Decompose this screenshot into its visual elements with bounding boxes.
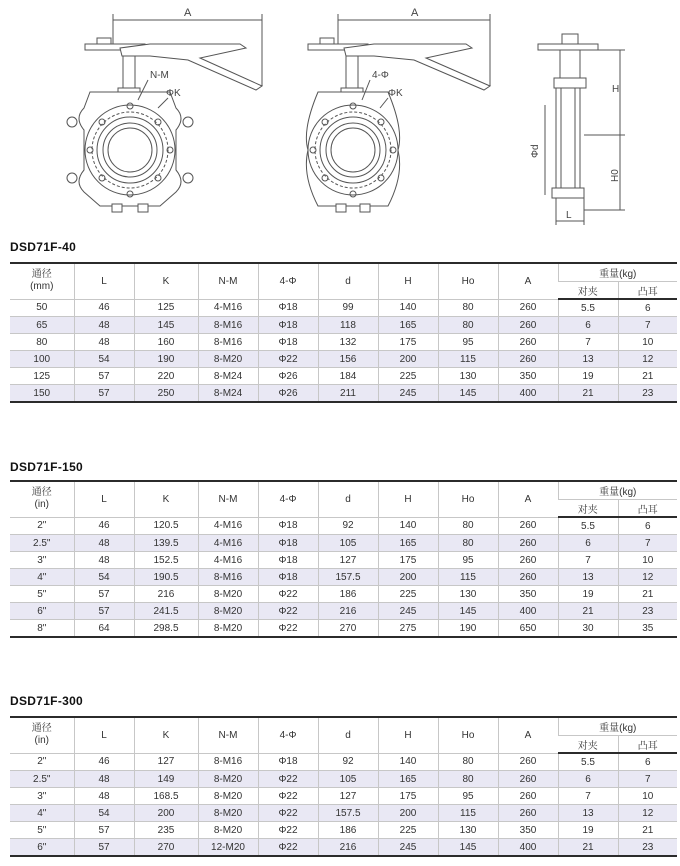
table-row (10, 788, 677, 805)
table-cell: 186 (318, 586, 378, 603)
table-cell: 3" (10, 552, 74, 569)
table-cell: 23 (618, 603, 677, 620)
table-row (10, 351, 677, 368)
table-cell: Φ18 (258, 535, 318, 552)
table-cell: Φ18 (258, 299, 318, 317)
table-cell: 10 (618, 788, 677, 805)
table-cell: 235 (134, 822, 198, 839)
col-header-nominal: 通径 (in) (10, 717, 74, 753)
table-cell: 21 (558, 603, 618, 620)
table-cell: 48 (74, 317, 134, 334)
table-cell: 19 (558, 822, 618, 839)
section-title-dsd71f-150: DSD71F-150 (10, 460, 84, 474)
col-header-ho: Ho (438, 263, 498, 299)
table-cell: 125 (10, 368, 74, 385)
table-cell: 2" (10, 517, 74, 535)
col-header-nm: N-M (198, 263, 258, 299)
table-cell: 350 (498, 368, 558, 385)
side-valve-view (538, 34, 625, 225)
table-cell: 5" (10, 822, 74, 839)
table-cell: 23 (618, 839, 677, 857)
table-cell: 7 (558, 788, 618, 805)
table-row (10, 535, 677, 552)
table-cell: 350 (498, 822, 558, 839)
table-cell: 156 (318, 351, 378, 368)
table-cell: 54 (74, 569, 134, 586)
col-header-fourphi: 4-Φ (258, 717, 318, 753)
table-cell: 241.5 (134, 603, 198, 620)
table-cell: 400 (498, 839, 558, 857)
table-row (10, 805, 677, 822)
table-cell: 4-M16 (198, 535, 258, 552)
table-cell: 6 (618, 299, 677, 317)
table-cell: 125 (134, 299, 198, 317)
middle-valve-view (306, 14, 490, 212)
table-cell: 190.5 (134, 569, 198, 586)
table-cell: 64 (74, 620, 134, 638)
table-cell: 2" (10, 753, 74, 771)
col-header-d: d (318, 717, 378, 753)
table-cell: 8-M20 (198, 805, 258, 822)
table-cell: 8-M20 (198, 351, 258, 368)
col-header-h: H (378, 717, 438, 753)
col-header-wafer: 对夹 (558, 500, 618, 518)
table-cell: 6" (10, 839, 74, 857)
table-cell: 92 (318, 517, 378, 535)
table-cell: 80 (438, 299, 498, 317)
table-cell: 10 (618, 334, 677, 351)
table-cell: 140 (378, 299, 438, 317)
table-cell: 48 (74, 552, 134, 569)
table-cell: 190 (438, 620, 498, 638)
table-cell: 190 (134, 351, 198, 368)
col-header-wafer: 对夹 (558, 736, 618, 754)
table-cell: 130 (438, 822, 498, 839)
table-cell: 145 (134, 317, 198, 334)
table-cell: 95 (438, 334, 498, 351)
table-cell: 250 (134, 385, 198, 403)
table-cell: Φ22 (258, 351, 318, 368)
table-cell: 225 (378, 822, 438, 839)
table-cell: 8-M16 (198, 317, 258, 334)
table-cell: 4" (10, 805, 74, 822)
table-cell: 127 (318, 788, 378, 805)
col-header-h: H (378, 263, 438, 299)
table-cell: 260 (498, 299, 558, 317)
table-cell: 92 (318, 753, 378, 771)
table-cell: 400 (498, 603, 558, 620)
table-cell: 8-M24 (198, 385, 258, 403)
table-row (10, 334, 677, 351)
table-cell: Φ22 (258, 771, 318, 788)
col-header-l: L (74, 481, 134, 517)
table-cell: 245 (378, 839, 438, 857)
table-cell: 12 (618, 351, 677, 368)
col-header-a: A (498, 481, 558, 517)
col-header-weight: 重量(kg) (558, 481, 677, 500)
table-cell: 7 (618, 535, 677, 552)
table-row (10, 299, 677, 317)
table-cell: 105 (318, 771, 378, 788)
table-cell: 275 (378, 620, 438, 638)
table-cell: 127 (134, 753, 198, 771)
table-cell: 54 (74, 805, 134, 822)
table-cell: 6 (558, 535, 618, 552)
table-cell: 260 (498, 334, 558, 351)
table-cell: 57 (74, 839, 134, 857)
spec-table-dsd71f-150 (10, 480, 677, 638)
label-phi-k-left: ΦK (166, 88, 181, 99)
table-cell: 5.5 (558, 517, 618, 535)
table-cell: 115 (438, 351, 498, 368)
table-cell: 200 (378, 569, 438, 586)
dim-a-middle: A (411, 7, 419, 19)
table-cell: 21 (558, 839, 618, 857)
table-cell: 225 (378, 586, 438, 603)
col-header-a: A (498, 717, 558, 753)
table-cell: 186 (318, 822, 378, 839)
table-cell: 12-M20 (198, 839, 258, 857)
table-cell: Φ18 (258, 753, 318, 771)
table-cell: 6" (10, 603, 74, 620)
table-cell: 175 (378, 334, 438, 351)
table-cell: 8-M16 (198, 753, 258, 771)
table-cell: 130 (438, 368, 498, 385)
table-cell: 54 (74, 351, 134, 368)
table-cell: 46 (74, 753, 134, 771)
table-cell: Φ18 (258, 517, 318, 535)
table-cell: Φ22 (258, 788, 318, 805)
table-cell: 19 (558, 368, 618, 385)
table-cell: 12 (618, 805, 677, 822)
table-cell: 220 (134, 368, 198, 385)
table-cell: 80 (438, 753, 498, 771)
table-cell: 19 (558, 586, 618, 603)
table-cell: 80 (438, 517, 498, 535)
col-header-d: d (318, 481, 378, 517)
table-cell: 105 (318, 535, 378, 552)
table-row (10, 586, 677, 603)
table-cell: 30 (558, 620, 618, 638)
col-header-wafer: 对夹 (558, 282, 618, 300)
col-header-l: L (74, 717, 134, 753)
table-cell: 6 (618, 753, 677, 771)
dim-l: L (566, 210, 572, 221)
table-cell: 150 (10, 385, 74, 403)
table-cell: 8-M20 (198, 620, 258, 638)
table-cell: 157.5 (318, 569, 378, 586)
dim-a-left: A (184, 7, 192, 19)
table-cell: 48 (74, 535, 134, 552)
table-cell: 21 (618, 586, 677, 603)
table-cell: 165 (378, 535, 438, 552)
table-cell: 57 (74, 368, 134, 385)
col-header-h: H (378, 481, 438, 517)
table-cell: Φ22 (258, 603, 318, 620)
table-row (10, 839, 677, 857)
table-cell: 48 (74, 771, 134, 788)
table-cell: 245 (378, 385, 438, 403)
col-header-k: K (134, 481, 198, 517)
table-cell: 211 (318, 385, 378, 403)
table-cell: 225 (378, 368, 438, 385)
col-header-weight: 重量(kg) (558, 717, 677, 736)
table-cell: 400 (498, 385, 558, 403)
table-cell: 350 (498, 586, 558, 603)
table-cell: Φ18 (258, 552, 318, 569)
table-cell: 4" (10, 569, 74, 586)
table-cell: 298.5 (134, 620, 198, 638)
table-cell: 260 (498, 517, 558, 535)
table-cell: 46 (74, 299, 134, 317)
table-cell: 130 (438, 586, 498, 603)
table-cell: 145 (438, 603, 498, 620)
table-cell: 48 (74, 788, 134, 805)
table-cell: 260 (498, 569, 558, 586)
table-cell: 8" (10, 620, 74, 638)
table-cell: 127 (318, 552, 378, 569)
col-header-k: K (134, 717, 198, 753)
table-cell: 21 (618, 368, 677, 385)
table-cell: 57 (74, 385, 134, 403)
table-cell: 4-M16 (198, 517, 258, 535)
dim-phi-d: Φd (530, 144, 541, 158)
table-cell: 5.5 (558, 299, 618, 317)
left-valve-view (67, 14, 262, 212)
col-header-nominal: 通径 (mm) (10, 263, 74, 299)
table-cell: 21 (618, 822, 677, 839)
table-cell: 175 (378, 788, 438, 805)
table-cell: Φ18 (258, 334, 318, 351)
table-cell: 13 (558, 569, 618, 586)
table-row (10, 753, 677, 771)
col-header-nm: N-M (198, 717, 258, 753)
table-cell: 4-M16 (198, 552, 258, 569)
table-cell: 13 (558, 351, 618, 368)
table-cell: 7 (618, 771, 677, 788)
table-cell: 260 (498, 771, 558, 788)
table-cell: 46 (74, 517, 134, 535)
table-cell: 65 (10, 317, 74, 334)
table-cell: 80 (438, 317, 498, 334)
table-cell: 7 (558, 334, 618, 351)
table-cell: 175 (378, 552, 438, 569)
table-cell: 650 (498, 620, 558, 638)
label-phi-k-middle: ΦK (388, 88, 403, 99)
table-cell: 245 (378, 603, 438, 620)
table-cell: Φ18 (258, 569, 318, 586)
table-cell: 95 (438, 788, 498, 805)
table-row (10, 552, 677, 569)
table-cell: Φ26 (258, 368, 318, 385)
table-cell: 152.5 (134, 552, 198, 569)
table-row (10, 368, 677, 385)
col-header-ho: Ho (438, 717, 498, 753)
col-header-fourphi: 4-Φ (258, 263, 318, 299)
table-cell: 160 (134, 334, 198, 351)
table-cell: 184 (318, 368, 378, 385)
table-cell: 99 (318, 299, 378, 317)
table-row (10, 517, 677, 535)
table-cell: 8-M20 (198, 586, 258, 603)
table-row (10, 603, 677, 620)
table-cell: 6 (558, 317, 618, 334)
table-cell: 200 (378, 351, 438, 368)
table-cell: 270 (134, 839, 198, 857)
spec-table-dsd71f-40 (10, 262, 677, 403)
label-n-m: N-M (150, 70, 169, 81)
table-cell: 5.5 (558, 753, 618, 771)
table-cell: 50 (10, 299, 74, 317)
col-header-lug: 凸耳 (618, 282, 677, 300)
table-cell: 7 (558, 552, 618, 569)
table-cell: 145 (438, 839, 498, 857)
table-cell: 8-M20 (198, 771, 258, 788)
table-cell: 216 (318, 603, 378, 620)
col-header-d: d (318, 263, 378, 299)
table-cell: 260 (498, 753, 558, 771)
section-title-dsd71f-300: DSD71F-300 (10, 694, 84, 708)
table-cell: 6 (558, 771, 618, 788)
table-cell: 8-M20 (198, 788, 258, 805)
table-row (10, 385, 677, 403)
table-cell: 140 (378, 753, 438, 771)
table-cell: 8-M24 (198, 368, 258, 385)
table-cell: Φ26 (258, 385, 318, 403)
table-cell: 165 (378, 771, 438, 788)
table-cell: 2.5" (10, 535, 74, 552)
table-cell: 270 (318, 620, 378, 638)
table-row (10, 620, 677, 638)
table-cell: 80 (10, 334, 74, 351)
table-cell: 200 (378, 805, 438, 822)
table-cell: 8-M20 (198, 603, 258, 620)
table-cell: 100 (10, 351, 74, 368)
col-header-nominal: 通径 (in) (10, 481, 74, 517)
table-cell: 8-M16 (198, 334, 258, 351)
spec-table-dsd71f-300 (10, 716, 677, 857)
table-cell: 23 (618, 385, 677, 403)
table-cell: 35 (618, 620, 677, 638)
table-cell: 80 (438, 771, 498, 788)
col-header-lug: 凸耳 (618, 500, 677, 518)
table-cell: Φ22 (258, 839, 318, 857)
valve-technical-drawing (0, 0, 680, 235)
table-cell: Φ22 (258, 822, 318, 839)
label-4-phi: 4-Φ (372, 70, 389, 81)
section-title-dsd71f-40: DSD71F-40 (10, 240, 77, 254)
table-cell: Φ22 (258, 620, 318, 638)
col-header-l: L (74, 263, 134, 299)
table-row (10, 771, 677, 788)
table-cell: 3" (10, 788, 74, 805)
table-cell: 145 (438, 385, 498, 403)
table-row (10, 317, 677, 334)
table-cell: 260 (498, 351, 558, 368)
table-cell: 8-M16 (198, 569, 258, 586)
table-cell: 216 (134, 586, 198, 603)
col-header-fourphi: 4-Φ (258, 481, 318, 517)
table-cell: 165 (378, 317, 438, 334)
table-cell: 140 (378, 517, 438, 535)
table-row (10, 569, 677, 586)
table-cell: 8-M20 (198, 822, 258, 839)
table-cell: 139.5 (134, 535, 198, 552)
table-cell: 132 (318, 334, 378, 351)
table-cell: 12 (618, 569, 677, 586)
dim-h0: H0 (610, 169, 621, 182)
table-cell: 260 (498, 805, 558, 822)
table-cell: 7 (618, 317, 677, 334)
table-cell: 57 (74, 822, 134, 839)
table-cell: 57 (74, 586, 134, 603)
table-row (10, 822, 677, 839)
table-cell: Φ22 (258, 586, 318, 603)
col-header-ho: Ho (438, 481, 498, 517)
table-cell: 115 (438, 569, 498, 586)
table-cell: 149 (134, 771, 198, 788)
table-cell: 21 (558, 385, 618, 403)
table-cell: 80 (438, 535, 498, 552)
col-header-a: A (498, 263, 558, 299)
table-cell: 260 (498, 317, 558, 334)
table-cell: 120.5 (134, 517, 198, 535)
table-cell: 13 (558, 805, 618, 822)
table-cell: 200 (134, 805, 198, 822)
table-cell: 6 (618, 517, 677, 535)
table-cell: Φ22 (258, 805, 318, 822)
table-cell: Φ18 (258, 317, 318, 334)
table-cell: 168.5 (134, 788, 198, 805)
table-cell: 260 (498, 535, 558, 552)
table-cell: 260 (498, 788, 558, 805)
table-cell: 95 (438, 552, 498, 569)
table-cell: 57 (74, 603, 134, 620)
table-cell: 216 (318, 839, 378, 857)
dim-h: H (612, 84, 620, 95)
table-cell: 4-M16 (198, 299, 258, 317)
table-cell: 48 (74, 334, 134, 351)
col-header-weight: 重量(kg) (558, 263, 677, 282)
col-header-k: K (134, 263, 198, 299)
col-header-nm: N-M (198, 481, 258, 517)
table-cell: 10 (618, 552, 677, 569)
table-cell: 260 (498, 552, 558, 569)
table-cell: 2.5" (10, 771, 74, 788)
col-header-lug: 凸耳 (618, 736, 677, 754)
table-cell: 157.5 (318, 805, 378, 822)
table-cell: 115 (438, 805, 498, 822)
table-cell: 5" (10, 586, 74, 603)
table-cell: 118 (318, 317, 378, 334)
